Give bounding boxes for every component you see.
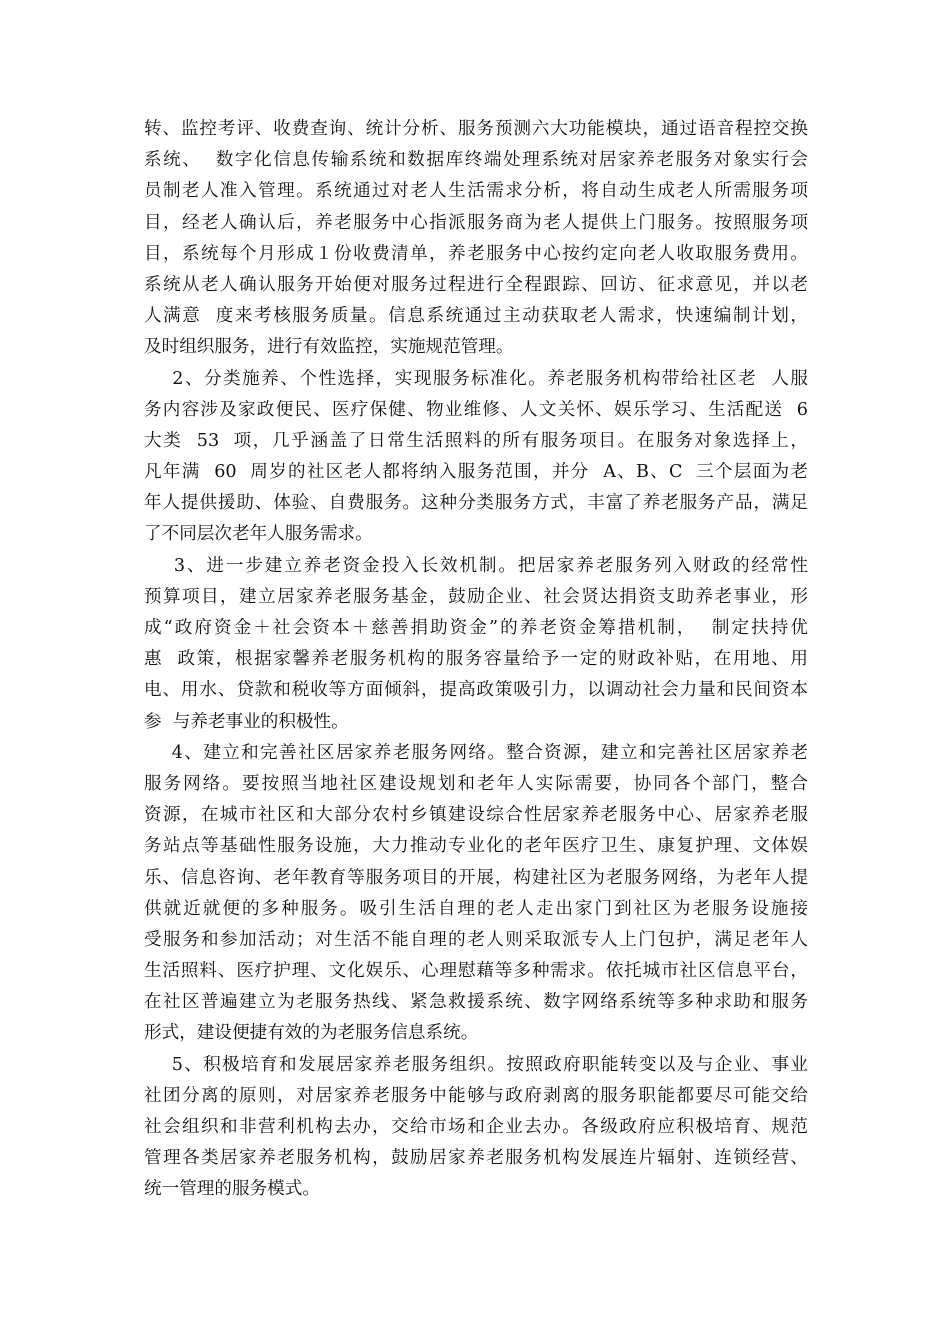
text-line: 惠 政策，根据家馨养老服务机构的服务容量给予一定的财政补贴，在用地、用 (144, 649, 808, 670)
paragraph-3 (144, 551, 808, 738)
paragraph-4 (144, 738, 808, 1050)
text-line: 社会组织和非营利机构去办，交给市场和企业去办。各级政府应积极培育、规范 (144, 1117, 808, 1137)
text-line: 形式，建设便捷有效的为老服务信息系统。 (144, 1023, 479, 1044)
text-line: 供就近就便的多种服务。吸引生活自理的老人走出家门到社区为老服务设施接 (144, 898, 808, 919)
text-line: 2、分类施养、个性选择，实现服务标准化。养老服务机构带给社区老 人服 (144, 368, 808, 389)
text-line: 务内容涉及家政便民、医疗保健、物业维修、人文关怀、娱乐学习、生活配送 6 (144, 399, 808, 420)
text-line: 员制老人准入管理。系统通过对老人生活需求分析，将自动生成老人所需服务项 (144, 181, 808, 202)
text-line: 生活照料、医疗护理、文化娱乐、心理慰藉等多种需求。依托城市社区信息平台， (144, 961, 808, 982)
text-line: 务站点等基础性服务设施，大力推动专业化的老年医疗卫生、康复护理、文体娱 (144, 836, 808, 857)
text-line: 成“政府资金＋社会资本＋慈善捐助资金”的养老资金筹措机制， 制定扶持优 (144, 618, 808, 638)
text-line: 了不同层次老年人服务需求。 (144, 524, 373, 545)
text-line: 年人提供援助、体验、自费服务。这种分类服务方式，丰富了养老服务产品，满足 (144, 493, 808, 514)
text-line: 大类 53 项，几乎涵盖了日常生活照料的所有服务项目。在服务对象选择上， (144, 430, 808, 451)
text-line: 在社区普遍建立为老服务热线、紧急救援系统、数字网络系统等多种求助和服务 (144, 992, 808, 1013)
text-line: 目，经老人确认后，养老服务中心指派服务商为老人提供上门服务。按照服务项 (144, 212, 808, 233)
text-line: 目，系统每个月形成１份收费清单，养老服务中心按约定向老人收取服务费用。 (144, 243, 808, 264)
text-line: 预算项目，建立居家养老服务基金，鼓励企业、社会贤达捐资支助养老事业，形 (144, 586, 808, 607)
text-line: 参 与养老事业的积极性。 (144, 711, 349, 732)
document-page (144, 114, 808, 1206)
text-line: 受服务和参加活动；对生活不能自理的老人则采取派专人上门包护，满足老年人 (144, 929, 808, 950)
text-line: 社团分离的原则，对居家养老服务中能够与政府剥离的服务职能都要尽可能交给 (144, 1085, 808, 1106)
text-line: 系统从老人确认服务开始便对服务过程进行全程跟踪、回访、征求意见，并以老 (144, 274, 808, 295)
text-line: 管理各类居家养老服务机构，鼓励居家养老服务机构发展连片辐射、连锁经营、 (144, 1148, 808, 1169)
text-line: 资源，在城市社区和大部分农村乡镇建设综合性居家养老服务中心、居家养老服 (144, 805, 808, 826)
text-line: 乐、信息咨询、老年教育等服务项目的开展，构建社区为老服务网络，为老年人提 (144, 867, 808, 888)
text-line: 电、用水、贷款和税收等方面倾斜，提高政策吸引力，以调动社会力量和民间资本 (144, 680, 808, 701)
text-line: 人满意 度来考核服务质量。信息系统通过主动获取老人需求，快速编制计划， (144, 306, 808, 327)
text-line: 转、监控考评、收费查询、统计分析、服务预测六大功能模块，通过语音程控交换 (144, 119, 808, 139)
text-line: 5、积极培育和发展居家养老服务组织。按照政府职能转变以及与企业、事业 (144, 1054, 808, 1075)
text-line: 服务网络。要按照当地社区建设规划和老年人实际需要，协同各个部门，整合 (144, 773, 808, 794)
text-line: 及时组织服务，进行有效监控，实施规范管理。 (144, 337, 514, 358)
text-line: 3、进一步建立养老资金投入长效机制。把居家养老服务列入财政的经常性 (144, 555, 808, 576)
paragraph-2 (144, 364, 808, 551)
text-line: 系统、 数字化信息传输系统和数据库终端处理系统对居家养老服务对象实行会 (144, 150, 808, 171)
paragraph-5 (144, 1050, 808, 1206)
text-line: 4、建立和完善社区居家养老服务网络。整合资源，建立和完善社区居家养老 (144, 742, 808, 763)
paragraph-1 (144, 114, 808, 364)
text-line: 统一管理的服务模式。 (144, 1179, 320, 1200)
text-line: 凡年满 60 周岁的社区老人都将纳入服务范围，并分 A、B、C 三个层面为老 (144, 462, 808, 483)
